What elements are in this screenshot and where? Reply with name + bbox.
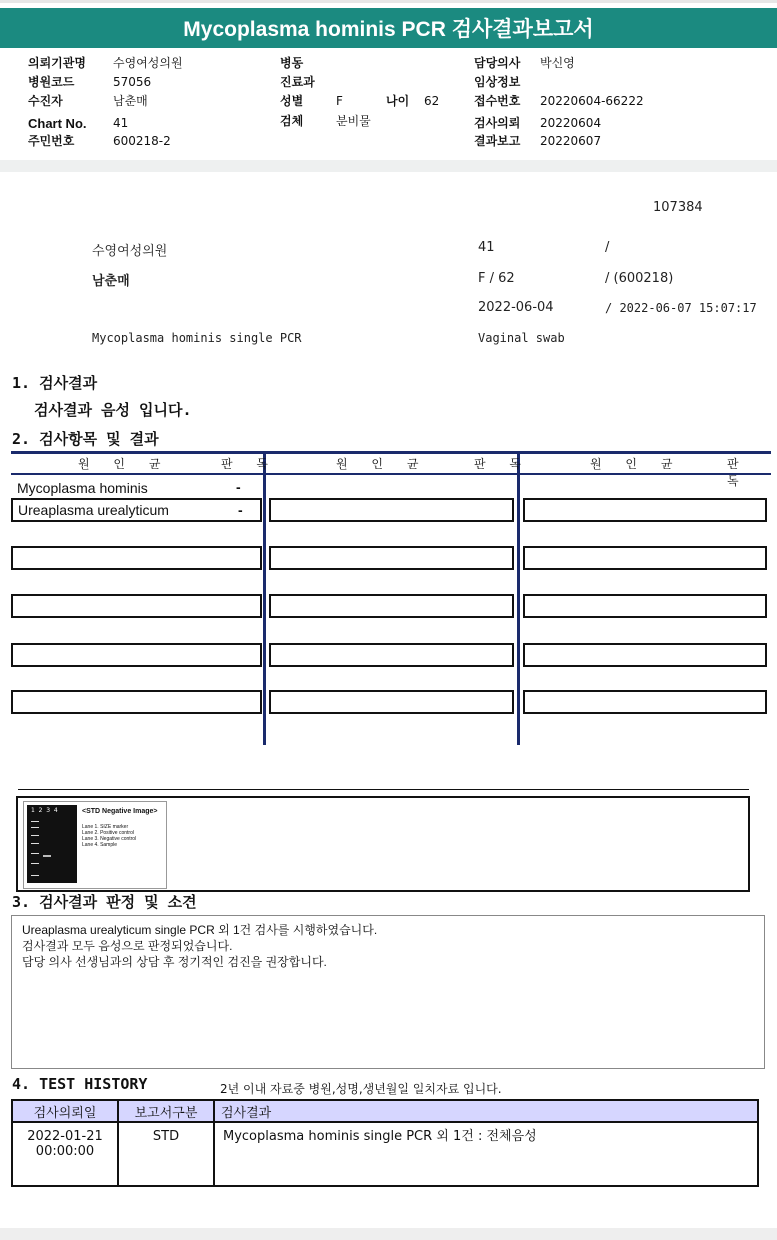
value-hospital-code: 57056 [113, 75, 152, 89]
info-report-datetime: / 2022-06-07 15:07:17 [605, 301, 757, 315]
result-cell [523, 546, 767, 570]
label-age: 나이 [386, 94, 410, 108]
report-title: Mycoplasma hominis PCR 검사결과보고서 [0, 8, 777, 48]
info-chart: 41 [478, 240, 495, 255]
col-judge-header: 판 독 [221, 457, 278, 471]
top-rule [0, 0, 777, 3]
result-cell [269, 594, 514, 618]
gel-lane-numbers: 1 2 3 4 [31, 807, 58, 814]
value-doctor: 박신영 [540, 56, 575, 70]
info-clinic: 수영여성의원 [92, 244, 168, 259]
gel-legend-item: Lane 1. SIZE marker [82, 824, 129, 830]
info-patient: 남춘매 [92, 274, 130, 289]
gel-image-box [16, 796, 750, 892]
section4-heading: 4. TEST HISTORY [12, 1075, 148, 1093]
history-row [12, 1122, 758, 1186]
col-organism-header: 원 인 균 [590, 457, 683, 471]
history-col-type: 보고서구분 [118, 1100, 214, 1122]
table-top-rule [11, 451, 771, 454]
header-block [0, 54, 777, 154]
history-type: STD [118, 1122, 214, 1186]
label-hospital-code: 병원코드 [28, 75, 75, 89]
value-sex: F [336, 94, 343, 108]
result-cell [269, 643, 514, 667]
col-judge-header: 판 독 [474, 457, 531, 471]
history-date: 2022-01-21 [27, 1129, 103, 1144]
gel-lanes [27, 805, 77, 883]
col-organism-header: 원 인 균 [78, 457, 171, 471]
history-note: 2년 이내 자료중 병원,성명,생년월일 일치자료 입니다. [220, 1082, 502, 1096]
value-specimen: 분비물 [336, 114, 371, 128]
history-result: Mycoplasma hominis single PCR 외 1건 : 전체음성 [214, 1122, 758, 1186]
value-resident-no: 600218-2 [113, 134, 171, 148]
result-cell [523, 498, 767, 522]
gel-title: <STD Negative Image> [82, 808, 158, 815]
label-receipt-no: 접수번호 [474, 94, 521, 108]
info-birth: / (600218) [605, 271, 674, 286]
result-cell [523, 594, 767, 618]
result-summary: 검사결과 음성 입니다. [34, 401, 192, 419]
history-date-cell [12, 1122, 118, 1186]
label-ward: 병동 [280, 56, 304, 70]
table-column-divider [517, 451, 520, 745]
result-cell [11, 643, 262, 667]
result-cell [11, 594, 262, 618]
value-age: 62 [424, 94, 440, 108]
result-organism: Mycoplasma hominis [17, 480, 148, 496]
comment-line: Ureaplasma urealyticum single PCR 외 1건 검사를 시행하였습니다. [22, 923, 378, 937]
result-cell [523, 690, 767, 714]
label-clinical-info: 임상정보 [474, 75, 521, 89]
value-request-date: 20220604 [540, 116, 602, 130]
result-cell [11, 498, 262, 522]
label-patient: 수진자 [28, 94, 63, 108]
value-receipt-no: 20220604-66222 [540, 94, 644, 108]
history-time: 00:00:00 [35, 1144, 95, 1159]
label-chart-no: Chart No. [28, 116, 87, 131]
divider-band [0, 160, 777, 172]
gel-legend-item: Lane 2. Positive control [82, 830, 134, 836]
value-report-date: 20220607 [540, 134, 602, 148]
value-patient: 남춘매 [113, 94, 148, 108]
value-chart-no: 41 [113, 116, 129, 130]
label-doctor: 담당의사 [474, 56, 521, 70]
label-sex: 성별 [280, 94, 304, 108]
gel-image [23, 801, 167, 889]
gel-legend-item: Lane 3. Negative control [82, 836, 137, 842]
label-request-date: 검사의뢰 [474, 116, 521, 130]
info-request-date: 2022-06-04 [478, 300, 554, 315]
section2-heading: 2. 검사항목 및 결과 [12, 430, 159, 448]
value-clinic: 수영여성의원 [113, 56, 183, 70]
label-clinic: 의뢰기관명 [28, 56, 86, 70]
history-col-date: 검사의뢰일 [12, 1100, 118, 1122]
comment-box [11, 915, 765, 1069]
label-specimen: 검체 [280, 114, 304, 128]
comment-line: 검사결과 모두 음성으로 판정되었습니다. [22, 939, 233, 953]
history-col-result: 검사결과 [214, 1100, 758, 1122]
history-table [11, 1099, 759, 1187]
result-cell [269, 690, 514, 714]
label-resident-no: 주민번호 [28, 134, 75, 148]
gel-legend-item: Lane 4. Sample [82, 842, 118, 848]
result-judgement: - [236, 479, 241, 495]
section3-heading: 3. 검사결과 판정 및 소견 [12, 893, 197, 911]
result-organism: Ureaplasma urealyticum [18, 502, 169, 518]
col-judge-header: 판 독 [727, 457, 749, 488]
report-code: 107384 [653, 200, 703, 215]
gel-top-rule [18, 789, 749, 790]
table-header-rule [11, 473, 771, 475]
info-slash: / [605, 240, 610, 255]
result-cell [269, 546, 514, 570]
label-department: 진료과 [280, 75, 315, 89]
info-sex-age: F / 62 [478, 271, 515, 286]
result-cell [523, 643, 767, 667]
result-cell [11, 546, 262, 570]
table-column-divider [263, 451, 266, 745]
footer-band [0, 1228, 777, 1240]
result-cell [11, 690, 262, 714]
section1-heading: 1. 검사결과 [12, 374, 98, 392]
col-organism-header: 원 인 균 [336, 457, 429, 471]
info-test-name: Mycoplasma hominis single PCR [92, 331, 302, 345]
info-specimen: Vaginal swab [478, 331, 565, 345]
label-report-date: 결과보고 [474, 134, 521, 148]
comment-line: 담당 의사 선생님과의 상담 후 정기적인 검진을 권장합니다. [22, 955, 327, 969]
result-judgement: - [238, 502, 243, 518]
result-cell [269, 498, 514, 522]
